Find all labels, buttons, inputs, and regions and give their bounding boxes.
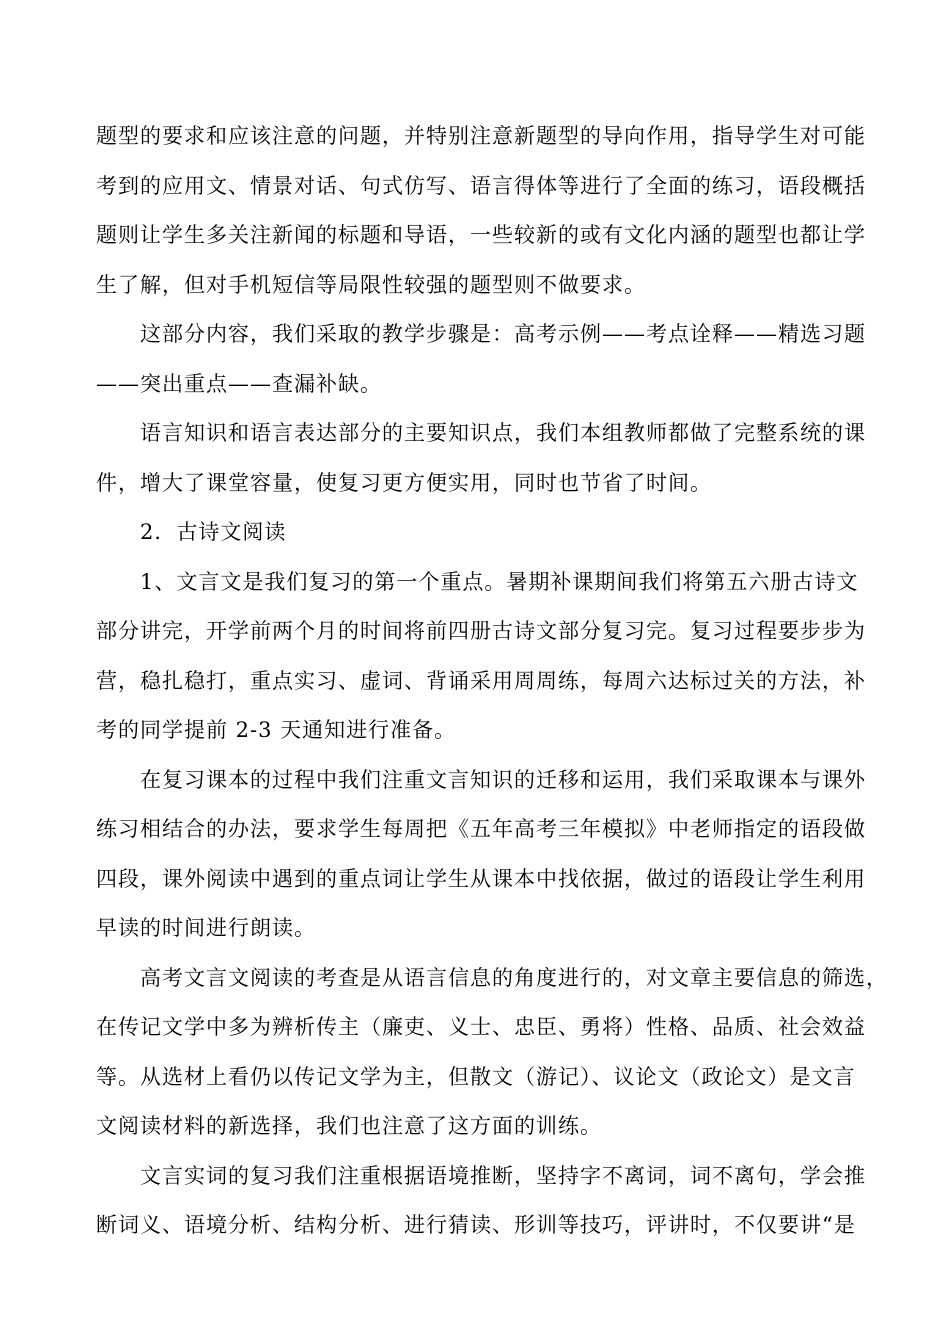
- paragraph-knowledge-transfer: [96, 756, 896, 954]
- paragraph-exam-reading: [96, 954, 896, 1152]
- text-line: 高考文言文阅读的考查是从语言信息的角度进行的，对文章主要信息的筛选，: [140, 965, 888, 990]
- text-line: 考到的应用文、情景对话、句式仿写、语言得体等进行了全面的练习，语段概括: [96, 173, 866, 198]
- text-line: 部分讲完，开学前两个月的时间将前四册古诗文部分复习完。复习过程要步步为: [96, 619, 866, 643]
- text-line: 营，稳扎稳打，重点实习、虚词、背诵采用周周练，每周六达标过关的方法，补: [96, 668, 866, 693]
- text-line: 1、文言文是我们复习的第一个重点。暑期补课期间我们将第五六册古诗文: [140, 569, 859, 594]
- section-heading-classical-reading: [96, 508, 896, 558]
- text-line: 在传记文学中多为辨析传主（廉吏、义士、忠臣、勇将）性格、品质、社会效益: [96, 1015, 866, 1039]
- text-line: ——突出重点——查漏补缺。: [96, 371, 382, 396]
- text-line: 文阅读材料的新选择，我们也注意了这方面的训练。: [96, 1114, 602, 1138]
- text-line: 等。从选材上看仍以传记文学为主，但散文（游记）、议论文（政论文）是文言: [96, 1064, 856, 1089]
- text-line: 题则让学生多关注新闻的标题和导语，一些较新的或有文化内涵的题型也都让学: [96, 223, 866, 247]
- paragraph-courseware: [96, 409, 896, 508]
- text-line: 文言实词的复习我们注重根据语境推断，坚持字不离词，词不离句，学会推: [140, 1163, 866, 1188]
- text-line: 考的同学提前 2-3 天通知进行准备。: [96, 718, 457, 742]
- text-line: 语言知识和语言表达部分的主要知识点，我们本组教师都做了完整系统的课: [140, 421, 866, 445]
- text-line: 早读的时间进行朗读。: [96, 916, 316, 940]
- text-line: 在复习课本的过程中我们注重文言知识的迁移和运用，我们采取课本与课外: [140, 767, 866, 792]
- text-line: 件，增大了课堂容量，使复习更方便实用，同时也节省了时间。: [96, 470, 712, 495]
- text-line: 这部分内容，我们采取的教学步骤是：高考示例——考点诠释——精选习题: [140, 322, 866, 346]
- section-heading: 2．古诗文阅读: [140, 520, 287, 544]
- text-line: 练习相结合的办法，要求学生每周把《五年高考三年模拟》中老师指定的语段做: [96, 817, 866, 841]
- document-body: [96, 112, 896, 1251]
- paragraph-question-types: [96, 112, 896, 310]
- text-line: 断词义、语境分析、结构分析、进行猜读、形训等技巧，评讲时，不仅要讲“是: [96, 1213, 856, 1237]
- text-line: 生了解，但对手机短信等局限性较强的题型则不做要求。: [96, 272, 646, 297]
- paragraph-content-words: [96, 1152, 896, 1251]
- paragraph-classical-chinese-focus: [96, 558, 896, 756]
- text-line: 题型的要求和应该注意的问题，并特别注意新题型的导向作用，指导学生对可能: [96, 124, 866, 148]
- paragraph-teaching-steps: [96, 310, 896, 409]
- text-line: 四段，课外阅读中遇到的重点词让学生从课本中找依据，做过的语段让学生利用: [96, 866, 866, 891]
